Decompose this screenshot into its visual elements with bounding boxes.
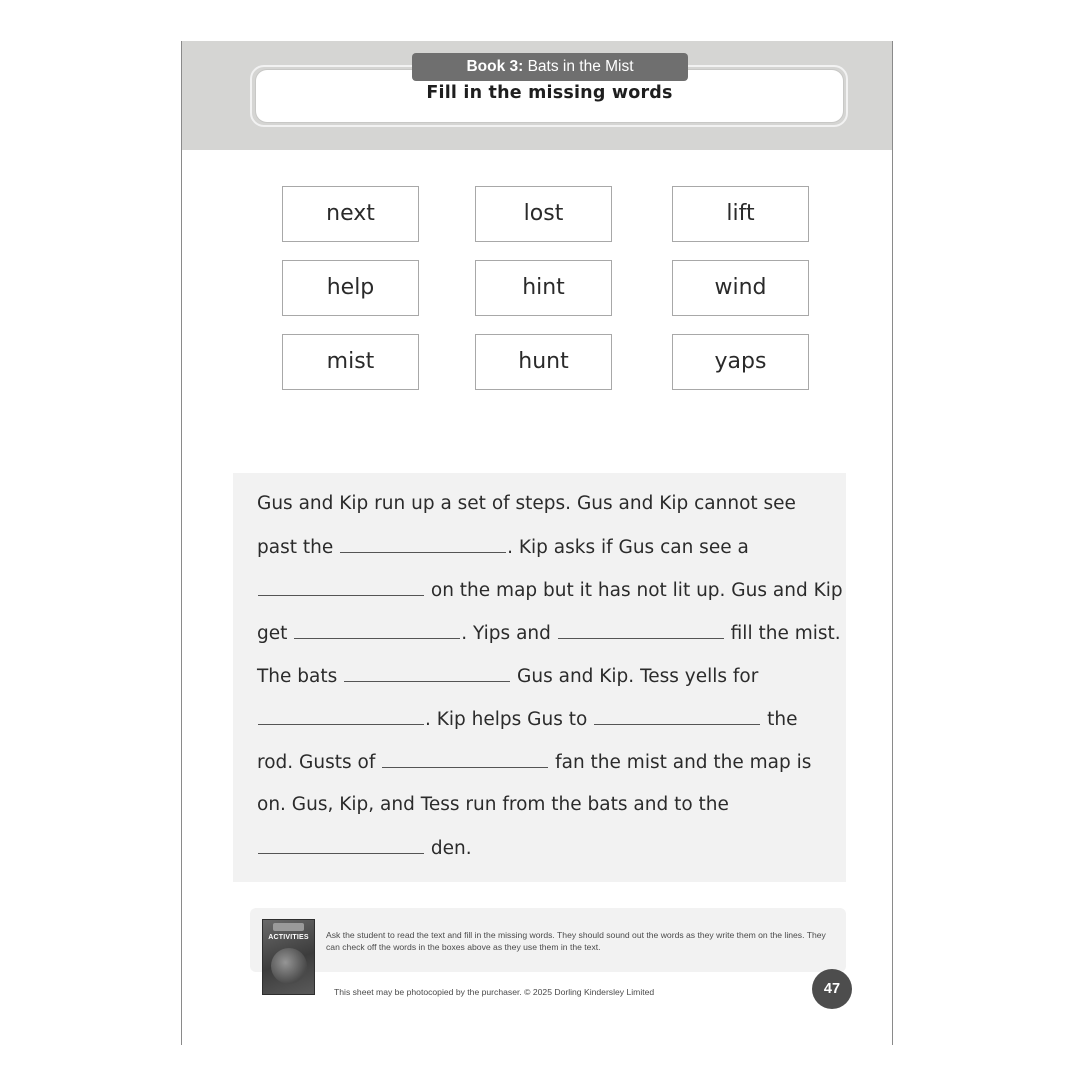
thumbnail-title: ACTIVITIES (268, 934, 309, 941)
story-text: rod. Gusts of (257, 752, 382, 773)
story-line-4 (257, 622, 841, 644)
story-text: The bats (257, 666, 344, 687)
thumbnail-badge (273, 923, 304, 931)
word-box-help: help (282, 260, 419, 316)
answer-blank[interactable] (382, 751, 548, 768)
word-box-next: next (282, 186, 419, 242)
word-box-hunt: hunt (475, 334, 612, 390)
thumbnail-illustration (271, 948, 307, 984)
story-text: on the map but it has not lit up. Gus and Kip (425, 580, 843, 601)
word-box-yaps: yaps (672, 334, 809, 390)
story-line-5 (257, 665, 758, 687)
story-text: Gus and Kip run up a set of steps. Gus and Kip cannot see (257, 493, 796, 514)
story-text: . Yips and (461, 623, 557, 644)
story-line-7 (257, 751, 811, 773)
story-panel (233, 473, 846, 882)
word-box-lost: lost (475, 186, 612, 242)
story-text: the (761, 709, 798, 730)
story-text: fill the mist. (724, 623, 841, 644)
story-text: past the (257, 537, 340, 558)
story-line-6 (257, 708, 797, 730)
answer-blank[interactable] (294, 622, 460, 639)
answer-blank[interactable] (558, 622, 724, 639)
answer-blank[interactable] (340, 536, 506, 553)
story-text: on. Gus, Kip, and Tess run from the bats and to the (257, 794, 729, 815)
story-text: . Kip asks if Gus can see a (507, 537, 749, 558)
answer-blank[interactable] (258, 708, 424, 725)
copyright-notice: This sheet may be photocopied by the purchaser. © 2025 Dorling Kindersley Limited (334, 987, 655, 997)
word-box-mist: mist (282, 334, 419, 390)
answer-blank[interactable] (258, 579, 424, 596)
word-box-wind: wind (672, 260, 809, 316)
book-title: Bats in the Mist (527, 58, 634, 75)
story-line-8 (257, 794, 729, 815)
story-line-3 (257, 579, 843, 601)
book-tab (412, 53, 688, 81)
story-line-1 (257, 493, 796, 514)
page-title: Fill in the missing words (426, 83, 673, 103)
story-text: get (257, 623, 294, 644)
story-text: Gus and Kip. Tess yells for (511, 666, 759, 687)
story-line-2 (257, 536, 749, 558)
story-text: fan the mist and the map is (549, 752, 812, 773)
book-label: Book 3: (466, 58, 524, 75)
teacher-instructions: Ask the student to read the text and fill in the missing words. They should sound out the words as they write them on the lines. They can check off the words in the boxes above as they use them in the text. (326, 930, 826, 952)
story-line-9 (257, 837, 472, 859)
word-box-hint: hint (475, 260, 612, 316)
worksheet-page (181, 41, 893, 1045)
answer-blank[interactable] (344, 665, 510, 682)
story-text: den. (425, 838, 472, 859)
word-box-lift: lift (672, 186, 809, 242)
book-thumbnail (262, 919, 315, 995)
page-number-badge: 47 (812, 969, 852, 1009)
answer-blank[interactable] (258, 837, 424, 854)
answer-blank[interactable] (594, 708, 760, 725)
story-text: . Kip helps Gus to (425, 709, 594, 730)
